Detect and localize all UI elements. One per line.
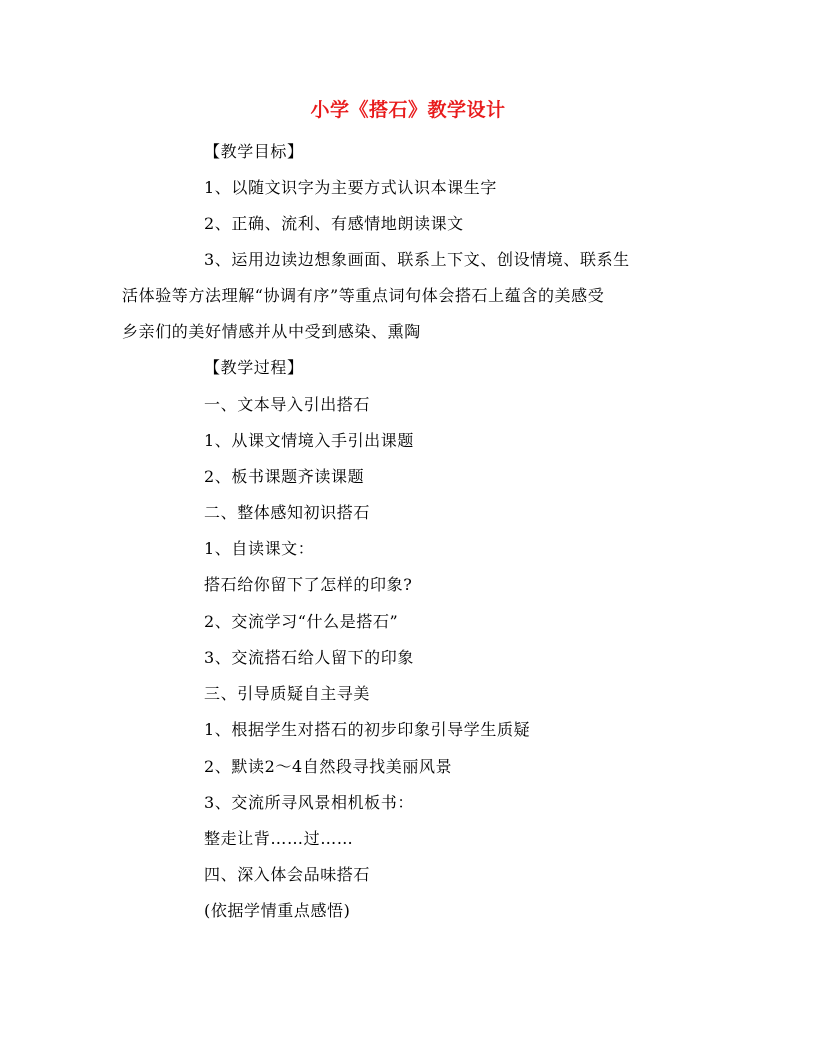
process-heading: 【教学过程】 <box>204 358 304 377</box>
part-3-heading: 三、引导质疑自主寻美 <box>204 684 371 703</box>
goals-heading: 【教学目标】 <box>204 142 304 161</box>
goal-item-3-line-3: 乡亲们的美好情感并从中受到感染、熏陶 <box>122 322 421 341</box>
part-2-question: 搭石给你留下了怎样的印象? <box>204 575 413 594</box>
goal-item-3-line-2: 活体验等方法理解“协调有序”等重点词句体会搭石上蕴含的美感受 <box>122 286 605 305</box>
part-1-heading: 一、文本导入引出搭石 <box>204 395 371 414</box>
part-2-item-3: 3、交流搭石给人留下的印象 <box>204 648 414 667</box>
document-title: 小学《搭石》教学设计 <box>310 99 506 121</box>
part-2-item-1: 1、自读课文： <box>204 539 315 558</box>
part-3-item-3: 3、交流所寻风景相机板书： <box>204 793 414 812</box>
part-4-note: (依据学情重点感悟) <box>204 901 351 920</box>
part-3-item-2: 2、默读2～4自然段寻找美丽风景 <box>204 757 453 776</box>
goal-item-3-line-1: 3、运用边读边想象画面、联系上下文、创设情境、联系生 <box>204 250 630 269</box>
part-3-board-notes: 整走让背……过…… <box>204 829 354 848</box>
part-2-item-2: 2、交流学习“什么是搭石” <box>204 612 399 631</box>
goal-item-2: 2、正确、流利、有感情地朗读课文 <box>204 214 464 233</box>
part-2-heading: 二、整体感知初识搭石 <box>204 503 371 522</box>
part-4-heading: 四、深入体会品味搭石 <box>204 865 371 884</box>
part-3-item-1: 1、根据学生对搭石的初步印象引导学生质疑 <box>204 720 531 739</box>
part-1-item-2: 2、板书课题齐读课题 <box>204 467 365 486</box>
part-1-item-1: 1、从课文情境入手引出课题 <box>204 431 414 450</box>
goal-item-1: 1、以随文识字为主要方式认识本课生字 <box>204 178 497 197</box>
